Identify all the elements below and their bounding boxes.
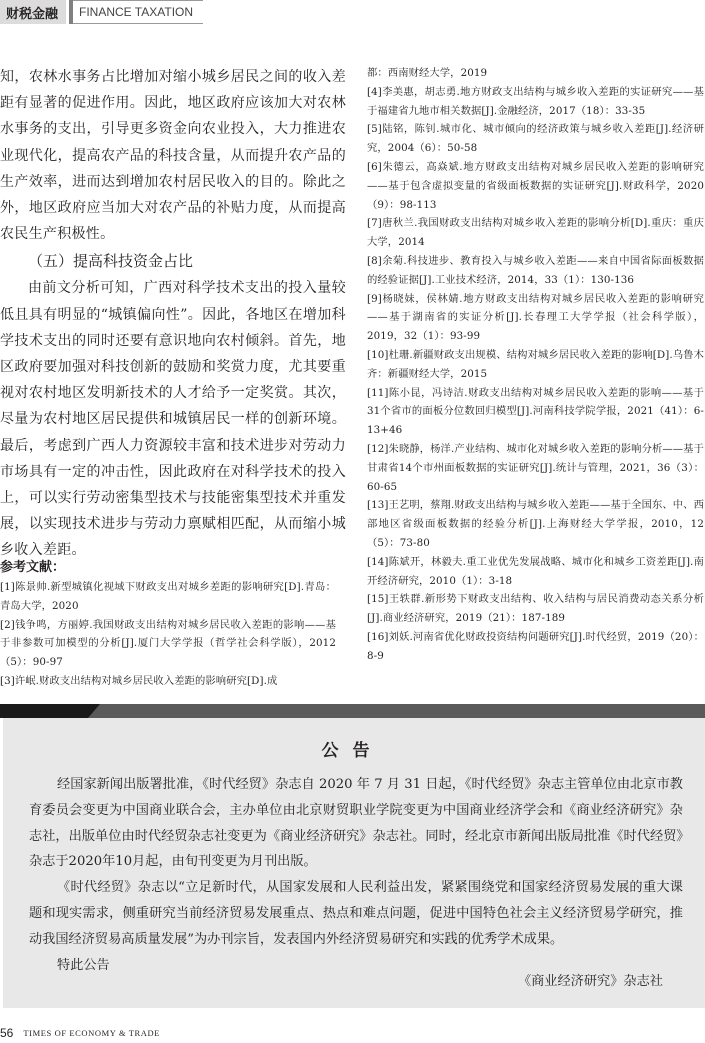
reference-item: [13]王艺明，蔡翔.财政支出结构与城乡收入差距——基于全国东、中、西部地区省级面板数据的经验分析[J].上海财经大学学报，2010，12（5）：73-80	[367, 499, 704, 549]
notice-title: 公告	[321, 741, 384, 761]
notice-signature: 《商业经济研究》杂志社	[517, 974, 663, 989]
reference-item: [2]钱争鸣，方丽婷.我国财政支出结构对城乡居民收入差距的影响——基于非参数可加模型的分析[J].厦门大学学报（哲学社会科学版），2012（5）：90-97	[0, 618, 336, 669]
section-label-cn: 财税金融	[0, 0, 66, 24]
references-left-list	[0, 578, 336, 691]
references-title: 参考文献：	[0, 560, 66, 575]
left-column-body	[0, 64, 346, 564]
notice-paragraph-3: 特此公告	[57, 957, 110, 973]
reference-item: [16]刘妖.河南省优化财政投资结构问题研究[J].时代经贸，2019（20）：8-9	[367, 630, 704, 662]
reference-item: [14]陈斌开，林毅夫.重工业优先发展战略、城市化和城乡工资差距[J].南开经济研究，2010（1）：3-18	[367, 555, 704, 587]
body-paragraph-2: 由前文分析可知，广西对科学技术支出的投入量较低且具有明显的“城镇偏向性”。因此，各地区在增加科学技术支出的同时还要有意识地向农村倾斜。首先，地区政府要加强对科技创新的鼓励和奖赏力度，尤其要重视对农村地区发明新技术的人才给予一定奖赏。其次，尽量为农村地区居民提供和城镇居民一样的创新环境。最后，考虑到广西人力资源较丰富和技术进步对劳动力市场具有一定的冲击性，因此政府在对科学技术的投入上，可以实行劳动密集型技术与技能密集型技术并重发展，以实现技术进步与劳动力禀赋相匹配，从而缩小城乡收入差距。	[0, 280, 346, 559]
notice-paragraph-2: 《时代经贸》杂志以“立足新时代，从国家发展和人民利益出发，紧紧围绕党和国家经济贸易发展的重大课题和现实需求，侧重研究当前经济贸易发展重点、热点和难点问题，促进中国特色社会主义经济贸易学研究，推动我国经济贸易高质量发展”为办刊宗旨，发表国内外经济贸易研究和实践的优秀学术成果。	[29, 880, 683, 947]
body-paragraph-1: 知，农林水事务占比增加对缩小城乡居民之间的收入差距有显著的促进作用。因此，地区政府应该加大对农林水事务的支出，引导更多资金向农业投入，大力推进农业现代化，提高农产品的科技含量，从而提升农产品的生产效率，进而达到增加农村居民收入的目的。除此之外，地区政府应当加大对农产品的补贴力度，从而提高农民生产积极性。	[0, 69, 346, 243]
reference-item: [7]唐秋兰.我国财政支出结构对城乡收入差距的影响分析[D].重庆：重庆大学，2014	[367, 217, 704, 249]
reference-item: [8]余菊.科技进步、教育投入与城乡收入差距——来自中国省际面板数据的经验证据[J].工业技术经济，2014，33（1）：130-136	[367, 254, 704, 286]
reference-item: [12]朱晓静，杨洋.产业结构、城市化对城乡收入差距的影响分析——基于甘肃省14个市州面板数据的实证研究[J].统计与管理，2021，36（3）：60-65	[367, 442, 704, 493]
notice-bar-accent	[0, 704, 100, 718]
notice-body	[29, 772, 683, 978]
reference-item: [5]陆铭，陈钊.城市化、城市倾向的经济政策与城乡收入差距[J].经济研究，2004（6）：50-58	[367, 123, 704, 155]
references-right-list	[367, 64, 704, 666]
reference-item: [10]杜珊.新疆财政支出规模、结构对城乡居民收入差距的影响[D].乌鲁木齐：新疆财经大学，2015	[367, 348, 704, 380]
page-number: 56	[0, 1026, 14, 1040]
page-header	[0, 0, 203, 24]
section-subheading: （五）提高科技资金占比	[28, 252, 194, 271]
notice-paragraph-1: 经国家新闻出版署批准，《时代经贸》杂志自 2020 年 7 月 31 日起，《时代经贸》杂志主管单位由北京市教育委员会变更为中国商业联合会，主办单位由北京财贸职业学院变更为中国商业经济学会和《商业经济研究》杂志社，出版单位由时代经贸杂志社变更为《商业经济研究》杂志社。同时，经北京市新闻出版局批准《时代经贸》杂志于2020年10月起，由旬刊变更为月刊出版。	[29, 777, 683, 870]
reference-item: [15]王轶群.新形势下财政支出结构、收入结构与居民消费动态关系分析[J].商业经济研究，2019（21）：187-189	[367, 593, 704, 625]
reference-item: [11]陈小昆，冯诗洁.财政支出结构对城乡居民收入差距的影响——基于31个省市的面板分位数回归模型[J].河南科技学院学报，2021（41）：6-13+46	[367, 386, 704, 437]
reference-item: [6]朱德云，高焱斌.地方财政支出结构对城乡居民收入差距的影响研究——基于包含虚拟变量的省级面板数据的实证研究[J].财政科学，2020（9）：98-113	[367, 160, 704, 211]
reference-item: [9]杨晓妹，侯林婧.地方财政支出结构对城乡居民收入差距的影响研究——基于湖南省的实证分析[J].长春理工大学学报（社会科学版），2019，32（1）：93-99	[367, 292, 704, 343]
reference-item: 都：西南财经大学，2019	[367, 67, 488, 79]
notice-top-bar	[0, 704, 705, 718]
page-footer	[0, 1026, 160, 1040]
journal-name-en: TIMES OF ECONOMY & TRADE	[23, 1028, 161, 1038]
section-label-en: FINANCE TAXATION	[73, 0, 203, 24]
reference-item: [3]许岷.财政支出结构对城乡居民收入差距的影响研究[D].成	[0, 674, 278, 687]
reference-item: [4]李美惠，胡志勇.地方财政支出结构与城乡收入差距的实证研究——基于福建省九地市相关数据[J].金融经济，2017（18）：33-35	[367, 85, 704, 117]
reference-item: [1]陈景帅.新型城镇化视域下财政支出对城乡差距的影响研究[D].青岛：青岛大学，2020	[0, 581, 336, 612]
